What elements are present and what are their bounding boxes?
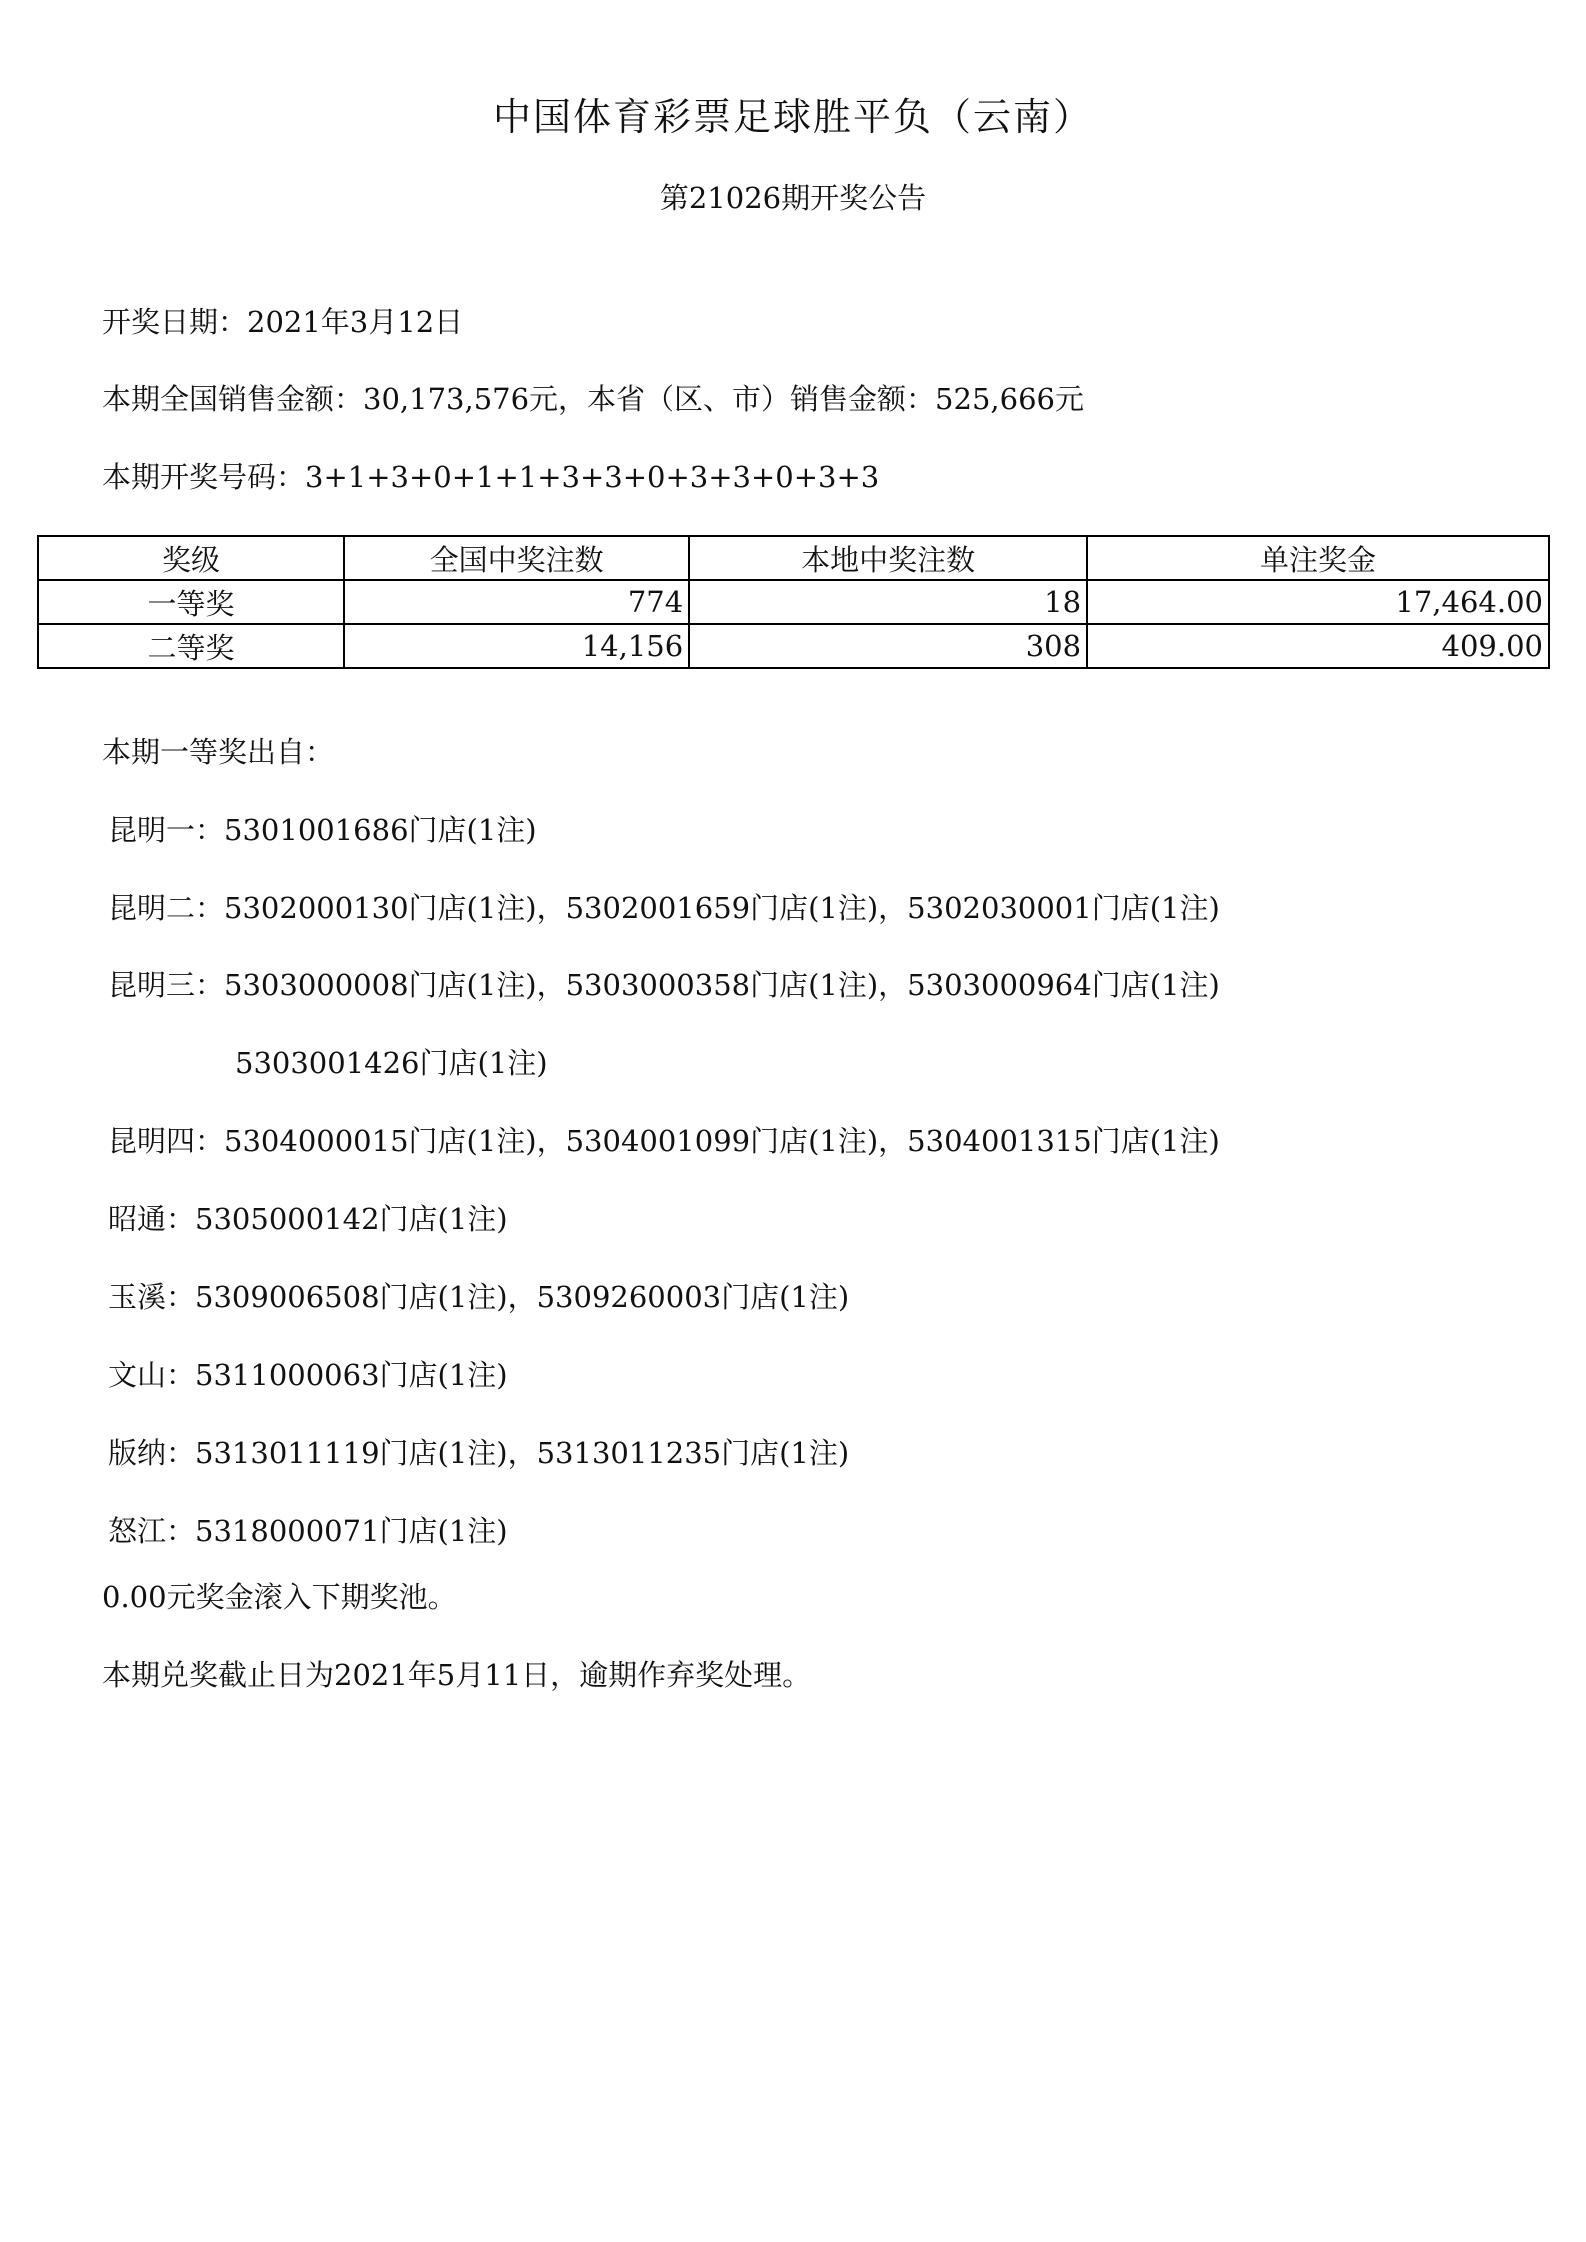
page-title: 中国体育彩票足球胜平负（云南） (492, 95, 1093, 139)
row-prize: 409.00 (1087, 624, 1549, 668)
store-list: 5303001426门店(1注) (235, 1046, 548, 1080)
row-level: 一等奖 (38, 580, 344, 624)
rollover-note: 0.00元奖金滚入下期奖池。 (102, 1580, 457, 1614)
list-item (108, 1509, 508, 1550)
table-header-row (38, 536, 1549, 580)
row-level: 二等奖 (38, 624, 344, 668)
header-local: 本地中奖注数 (689, 536, 1087, 580)
region-label: 版纳： (108, 1436, 196, 1470)
table-row (38, 624, 1549, 668)
first-prize-intro: 本期一等奖出自： (102, 735, 335, 769)
sales-amount: 本期全国销售金额：30,173,576元，本省（区、市）销售金额：525,666元 (102, 382, 1084, 416)
store-list: 5301001686门店(1注) (224, 813, 537, 847)
store-list: 5303000008门店(1注)，5303000358门店(1注)，5303000964门店(1注) (224, 968, 1220, 1002)
store-list: 5311000063门店(1注) (195, 1358, 508, 1392)
prize-table (37, 535, 1550, 669)
region-label: 昆明四： (108, 1124, 225, 1158)
table-row (38, 580, 1549, 624)
row-prize: 17,464.00 (1087, 580, 1549, 624)
winning-numbers: 本期开奖号码：3+1+3+0+1+1+3+3+0+3+3+0+3+3 (102, 460, 880, 494)
header-national: 全国中奖注数 (344, 536, 689, 580)
list-item (108, 1119, 1220, 1160)
claim-deadline: 本期兑奖截止日为2021年5月11日，逾期作弃奖处理。 (102, 1658, 812, 1692)
draw-date: 开奖日期：2021年3月12日 (102, 305, 464, 339)
store-list: 5302000130门店(1注)，5302001659门店(1注)，5302030001门店(1注) (224, 891, 1220, 925)
region-label: 文山： (108, 1358, 196, 1392)
region-label: 昆明三： (108, 968, 225, 1002)
list-item (108, 1353, 508, 1394)
list-item (108, 1431, 849, 1472)
list-item (108, 1197, 508, 1238)
region-label: 玉溪： (108, 1280, 196, 1314)
row-local: 308 (689, 624, 1087, 668)
store-list: 5313011119门店(1注)，5313011235门店(1注) (195, 1436, 850, 1470)
list-item (108, 1275, 849, 1316)
list-item (108, 886, 1220, 927)
announcement-subtitle: 第21026期开奖公告 (659, 181, 927, 215)
store-list: 5309006508门店(1注)，5309260003门店(1注) (195, 1280, 850, 1314)
row-local: 18 (689, 580, 1087, 624)
row-national: 14,156 (344, 624, 689, 668)
list-item (108, 963, 1220, 1004)
region-label: 昆明一： (108, 813, 225, 847)
list-item-continuation (235, 1041, 548, 1082)
region-label: 昭通： (108, 1202, 196, 1236)
row-national: 774 (344, 580, 689, 624)
header-prize: 单注奖金 (1087, 536, 1549, 580)
store-list: 5304000015门店(1注)，5304001099门店(1注)，5304001315门店(1注) (224, 1124, 1220, 1158)
list-item (108, 808, 537, 849)
region-label: 昆明二： (108, 891, 225, 925)
store-list: 5305000142门店(1注) (195, 1202, 508, 1236)
header-level: 奖级 (38, 536, 344, 580)
region-label: 怒江： (108, 1514, 196, 1548)
store-list: 5318000071门店(1注) (195, 1514, 508, 1548)
